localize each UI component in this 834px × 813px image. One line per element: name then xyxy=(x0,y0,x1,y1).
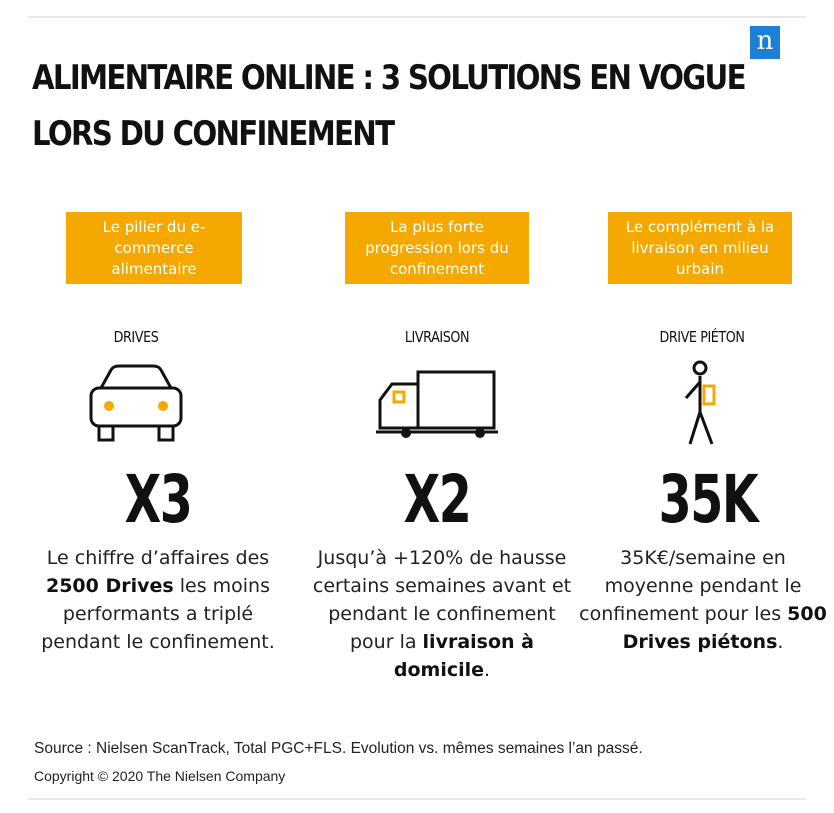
copyright-note: Copyright © 2020 The Nielsen Company xyxy=(34,768,286,784)
desc-livraison-bold: livraison à domicile xyxy=(393,631,534,681)
desc-livraison xyxy=(312,544,572,684)
desc-livraison-text-1: Jusqu’à +120% de hausse certains semaines avant et pendant le confinement pour la xyxy=(312,547,572,653)
pedestrian-icon xyxy=(572,360,832,450)
column-drive-pieton xyxy=(578,212,834,284)
desc-drive-pieton xyxy=(578,544,828,656)
desc-drives xyxy=(28,544,288,656)
tag-livraison: La plus forte progression lors du confinement xyxy=(345,212,529,284)
car-icon xyxy=(6,360,266,450)
truck-icon xyxy=(307,360,567,450)
desc-drive-pieton-text-1: 35K€/semaine en moyenne pendant le confinement pour les xyxy=(579,547,802,625)
label-drive-pieton: DRIVE PIÉTON xyxy=(659,328,745,346)
tag-drives: Le pilier du e-commerce alimentaire xyxy=(66,212,242,284)
desc-drives-text-1: Le chiffre d’affaires des xyxy=(46,547,270,569)
nielsen-logo xyxy=(750,26,780,59)
page-title xyxy=(32,50,745,162)
desc-drives-text-2: les moins performants a triplé pendant le confinement. xyxy=(41,575,275,653)
source-note: Source : Nielsen ScanTrack, Total PGC+FLS. Evolution vs. mêmes semaines l’an passé. xyxy=(34,740,643,757)
title-line-2: LORS DU CONFINEMENT xyxy=(32,114,394,154)
tag-drive-pieton: Le complément à la livraison en milieu urbain xyxy=(608,212,792,284)
title-line-1: ALIMENTAIRE ONLINE : 3 SOLUTIONS EN VOGUE xyxy=(32,58,745,98)
top-divider xyxy=(28,16,806,18)
label-drives: DRIVES xyxy=(113,328,159,346)
desc-drive-pieton-bold: 500 Drives piétons xyxy=(622,603,827,653)
column-drives xyxy=(28,212,288,284)
desc-livraison-text-2: . xyxy=(484,659,491,681)
logo-letter: n xyxy=(756,26,774,56)
desc-drive-pieton-text-2: . xyxy=(777,631,784,653)
bottom-divider xyxy=(28,798,806,800)
stat-livraison: X2 xyxy=(403,461,471,538)
label-livraison: LIVRAISON xyxy=(404,328,470,346)
stat-drive-pieton: 35K xyxy=(658,461,758,538)
desc-drives-bold: 2500 Drives xyxy=(45,575,174,597)
column-livraison xyxy=(307,212,567,284)
stat-drives: X3 xyxy=(124,461,192,538)
